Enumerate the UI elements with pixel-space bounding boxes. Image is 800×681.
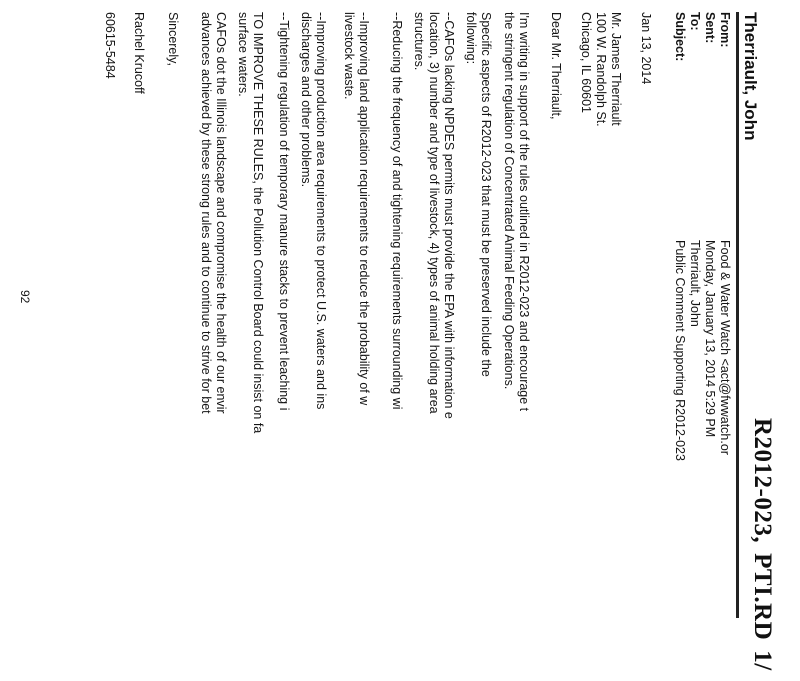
email-header-values: [672, 240, 732, 461]
to-label: To:: [688, 12, 702, 31]
letter-date: Jan 13, 2014: [639, 12, 653, 85]
paragraph-line: following:: [464, 12, 478, 65]
recipient-address: [578, 12, 623, 127]
intro-paragraph: [501, 12, 531, 411]
address-line: Chicago, IL 60601: [579, 12, 593, 114]
paragraph-line: I'm writing in support of the rules outlined in R2012-023 and encourage t: [517, 12, 531, 412]
bullet-production-area: [298, 12, 328, 409]
address-line: 100 W. Randolph St.: [594, 12, 608, 127]
zip-code: 60615-5484: [103, 12, 117, 79]
bullet-npdes: [411, 12, 456, 419]
improve-paragraph: [235, 12, 265, 433]
paragraph-line: livestock waste.: [342, 12, 356, 100]
docket-label: PTI.RD: [749, 553, 776, 641]
paragraph-line: --Improving land application requirements to reduce the probability of w: [357, 12, 371, 406]
sender-name: Therriault, John: [741, 12, 760, 141]
paragraph-line: the stringent regulation of Concentrated Animal Feeding Operations.: [502, 12, 516, 390]
signature-name: Rachel Krucoff: [132, 12, 146, 94]
docket-stamp: [749, 418, 776, 671]
subject-label: Subject:: [673, 12, 687, 62]
paragraph-line: TO IMPROVE THESE RULES, the Pollution Control Board could insist on fa: [251, 12, 265, 434]
email-header-labels: [672, 12, 732, 61]
from-label: From:: [718, 12, 732, 48]
paragraph-line: discharges and other problems.: [299, 12, 313, 188]
subject-value: Public Comment Supporting R2012-023: [673, 240, 687, 461]
salutation: Dear Mr. Therriault,: [549, 12, 563, 120]
header-divider: [736, 12, 739, 618]
to-value: Therriault, John: [688, 240, 702, 327]
paragraph-line: --Improving production area requirements to protect U.S. waters and ins: [314, 12, 328, 410]
sent-value: Monday, January 13, 2014 5:29 PM: [703, 240, 717, 438]
closing-paragraph: [198, 12, 228, 414]
address-line: Mr. James Therriault: [609, 12, 623, 126]
page-number: 92: [18, 290, 32, 304]
bullet-manure-stacks: [276, 12, 291, 410]
paragraph-line: structures.: [412, 12, 426, 71]
bullet-frequency: [389, 12, 404, 409]
paragraph-line: location, 3) number and type of livestock, 4) types of animal holding area: [427, 12, 441, 414]
bullet-land-application: [341, 12, 371, 405]
paragraph-line: CAFOs dot the Illinois landscape and compromise the health of our envir: [214, 12, 228, 414]
signoff: Sincerely,: [166, 12, 180, 66]
paragraph-line: --Reducing the frequency of and tightening requirements surrounding wi: [390, 12, 404, 410]
paragraph-line: surface waters.: [236, 12, 250, 97]
specific-aspects-paragraph: [463, 12, 493, 377]
paragraph-line: --CAFOs lacking NPDES permits must provide the EPA with information e: [442, 12, 456, 419]
paragraph-line: --Tightening regulation of temporary manure stacks to prevent leaching i: [277, 12, 291, 411]
sent-label: Sent:: [703, 12, 717, 44]
paragraph-line: advances achieved by these strong rules and to continue to strive for bet: [199, 12, 213, 414]
docket-suffix: 1/: [749, 650, 776, 671]
paragraph-line: Specific aspects of R2012-023 that must be preserved include the: [479, 12, 493, 377]
from-value: Food & Water Watch <act@fwwatch.or: [718, 240, 732, 455]
docket-number: R2012-023,: [749, 418, 776, 544]
